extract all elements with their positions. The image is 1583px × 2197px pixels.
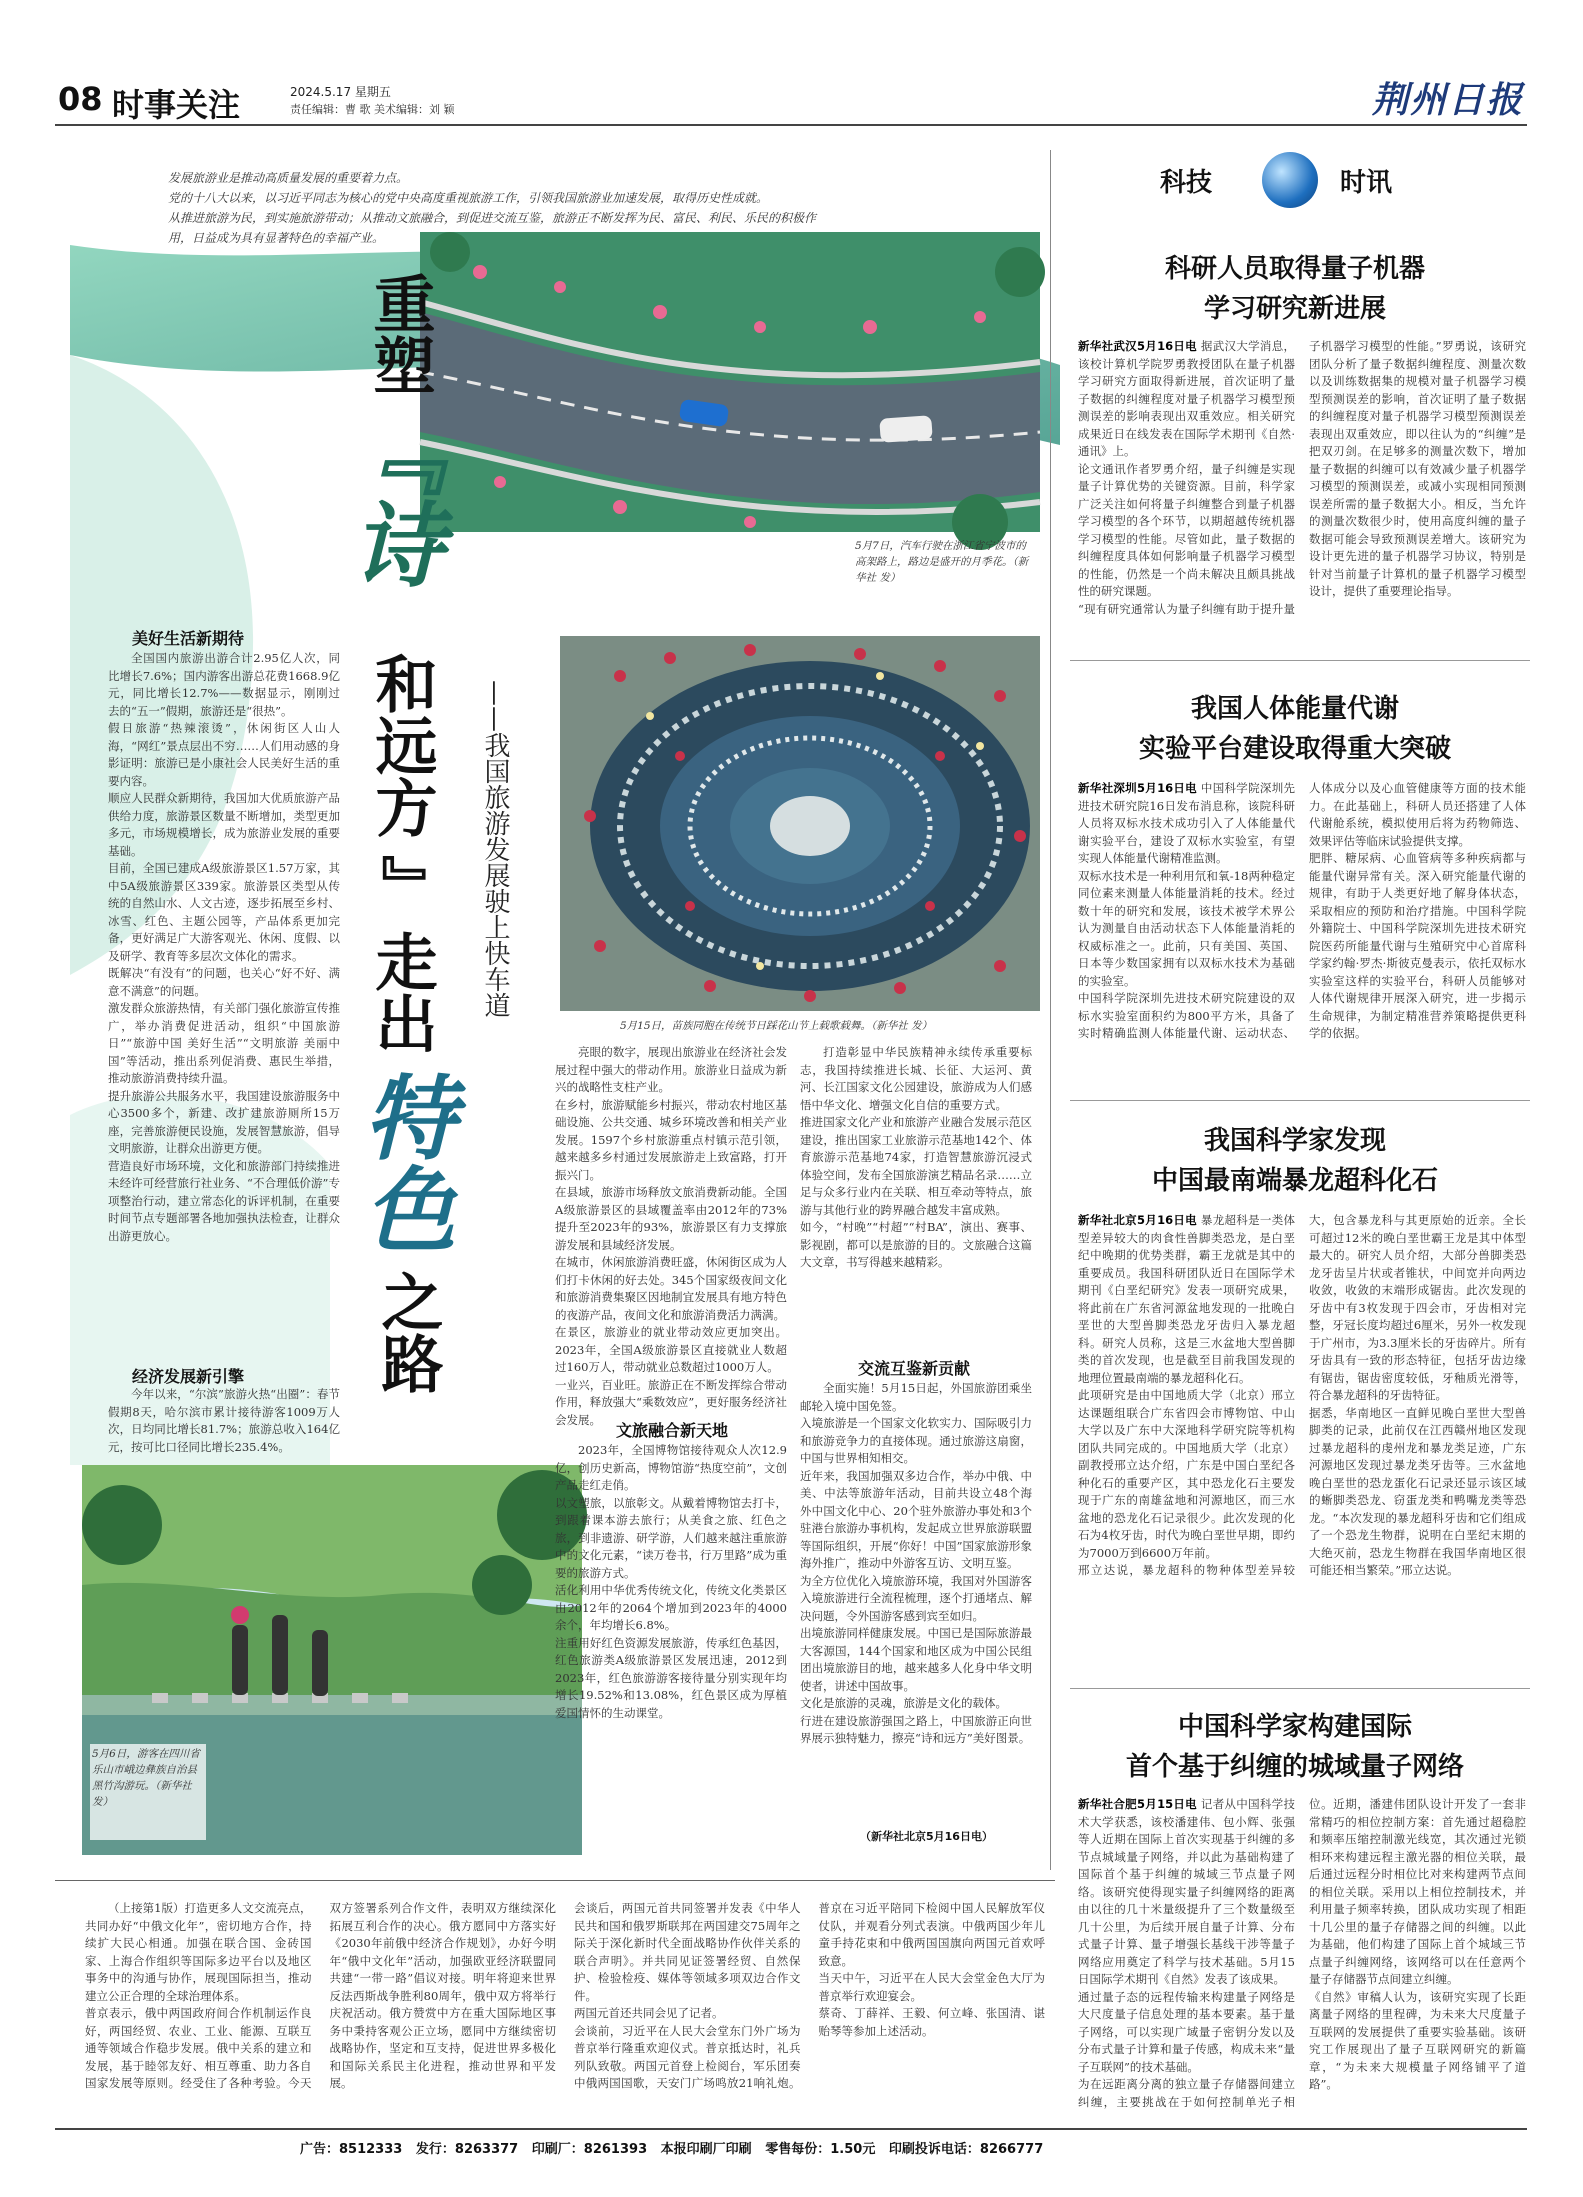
continued-story-text: （上接第1版）打造更多人文交流亮点，共同办好“中俄文化年”，密切地方合作，持续扩大民心相通。加强在联合国、金砖国家、上海合作组织等国际多边平台以及地区事务中的沟通与协作，展现国际担当，推动建立公正合理的全球治理体系。 普京表示，俄中两国政府间合作机制运作良好，两国经贸、农业、工业、能源、互联互通等领域合作稳步发展。俄中关系的建立和发展，基于睦邻友好、相互尊重、助力各自国家发展等原则。经受住了各种考验。今天双方签署系列合作文件，表明双方继续深化拓展互利合作的决心。俄方愿同中方落实好《2030年前俄中经济合作规划》，办好今明年“俄中文化年”活动，加强欧亚经济联盟同共建“一带一路”倡议对接。明年将迎来世界反法西斯战争胜利80周年，俄中双方将举行庆祝活动。俄方赞赏中方在重大国际地区事务中秉持客观公正立场，愿同中方继续密切战略协作，坚定和互支持，促进世界多极化和国际关系民主化进程，推动世界和平发展。 会谈后，两国元首共同签署并发表《中华人民共和国和俄罗斯联邦在两国建交75周年之际关于深化新时代全面战略协作伙伴关系的联合声明》。并共同见证签署经贸、自然保护、检验检疫、媒体等领域多项双边合作文件。 两国元首还共同会见了记者。 会谈前，习近平在人民大会堂东门外广场为普京举行隆重欢迎仪式。普京抵达时，礼兵列队致敬。两国元首登上检阅台，军乐团奏中俄两国国歌，天安门广场鸣放21响礼炮。普京在习近平陪同下检阅中国人民解放军仪仗队，并观看分列式表演。中俄两国少年儿童手持花束和中俄两国国旗向两国元首欢呼致意。 当天中午，习近平在人民大会堂金色大厅为普京举行欢迎宴会。 蔡奇、丁薛祥、王毅、何立峰、张国清、谌贻琴等参加上述活动。 <box>85 1901 1045 2090</box>
photo-park-caption: 5月6日，游客在四川省乐山市峨边彝族自治县黑竹沟游玩。（新华社 发） <box>90 1744 206 1840</box>
news-1-body <box>1078 338 1526 638</box>
feature-intro-quote: 发展旅游业是推动高质量发展的重要着力点。 党的十八大以来，以习近平同志为核心的党中央高度重视旅游工作，引领我国旅游业加速发展，取得历史性成就。 从推进旅游为民，到实施旅游带动；从推动文旅融合，到促进交流互鉴，旅游正不断发挥为民、富民、利民、乐民的积极作用，日益成为具有显著特色的幸福产业。 <box>168 171 817 245</box>
footer-info: 广告：8512333 发行：8263377 印刷厂：8261393 本报印刷厂印刷 零售每份：1.50元 印刷投诉电话：8266777 <box>300 2142 1044 2157</box>
section-heading-economy: 经济发展新引擎 <box>132 1367 245 1386</box>
newspaper-logo: 荆州日报 <box>1372 79 1525 121</box>
news-2-headline-line-2: 实验平台建设取得重大突破 <box>1138 734 1451 764</box>
section-heading-exchange: 交流互鉴新贡献 <box>858 1359 971 1378</box>
photo-festival-caption: 5月15日，苗族同胞在传统节日踩花山节上载歌载舞。（新华社 发） <box>620 1020 933 1032</box>
news-4-headline-line-1: 中国科学家构建国际 <box>1177 1712 1412 1742</box>
feature-column-3-text: 打造彰显中华民族精神永续传承重要标志，我国持续推进长城、长征、大运河、黄河、长江国家文化公园建设，旅游成为人们感悟中华文化、增强文化自信的重要方式。 推进国家文化产业和旅游产业融合发展示范区建设，推出国家工业旅游示范基地142个、体育旅游示范基地74家，打造智慧旅游沉浸式体验空间，发布全国旅游演艺精品名录……立足与众多行业内在关联、相互牵动等特点，旅游与其他行业的跨界融合越发丰富成熟。 如今，“村晚”“村超”“村BA”，演出、赛事、影视剧，都可以是旅游的目的。文旅融合这篇大文章，书写得越来越精彩。 <box>800 1045 1032 1269</box>
section-exchange-text: 全面实施！5月15日起，外国旅游团乘坐邮轮入境中国免签。 入境旅游是一个国家文化软实力、国际吸引力和旅游竞争力的直接体现。通过旅游这扇窗，中国与世界相知相交。 近年来，我国加强双多边合作，举办中俄、中美、中法等旅游年活动，目前共设立48个海外中国文化中心、20个驻外旅游办事处和3个驻港台旅游办事机构，发起成立世界旅游联盟等国际组织，开展“你好！中国”国家旅游形象海外推广，推动中外游客互访、文明互鉴。 为全方位优化入境旅游环境，我国对外国游客入境旅游进行全流程梳理，逐个打通堵点、解决问题，令外国游客感到宾至如归。 出境旅游同样健康发展。中国已是国际旅游最大客源国，144个国家和地区成为中国公民组团出境旅游目的地，越来越多人化身中华文明使者，讲述中国故事。 文化是旅游的灵魂，旅游是文化的载体。 行进在建设旅游强国之路上，中国旅游正向世界展示独特魅力，擦亮“诗和远方”美好图景。 <box>800 1381 1032 1745</box>
news-4-dateline: 新华社合肥5月15日电 <box>1078 1797 1197 1811</box>
bottom-section-rule <box>55 1880 1055 1881</box>
news-4-headline-line-2: 首个基于纠缠的城域量子网络 <box>1125 1752 1464 1782</box>
issue-date: 2024.5.17 星期五 <box>290 85 391 99</box>
news-3-text: 暴龙超科是一类体型差异较大的肉食性兽脚类恐龙，是白垩纪中晚期的优势类群，霸王龙就是其中的重要成员。我国科研团队近日在国际学术期刊《白垩纪研究》发表一项研究成果，将此前在广东省河源盆地发现的一批晚白垩世的大型兽脚类恐龙牙齿归入暴龙超科。研究人员称，这是三水盆地大型兽脚类的首次发现，也是截至目前我国发现的地理位置最南端的暴龙超科化石。 此项研究是由中国地质大学（北京）邢立达课题组联合广东省四会市博物馆、中山大学以及广东中大深地科学研究院等机构团队共同完成的。中国地质大学（北京）副教授邢立达介绍，广东是中国白垩纪各种化石的重要产区，其中恐龙化石主要发现于广东的南雄盆地和河源地区，而三水盆地的恐龙化石记录很少。此次发现的化石为4枚牙齿，时代为晚白垩世早期，即约为7000万到6600万年前。 邢立达说，暴龙超科的物种体型差异较大，包含暴龙科与其更原始的近亲。全长可超过12米的晚白垩世霸王龙是其中体型最大的。研究人员介绍，大部分兽脚类恐龙牙齿呈片状或者锥状，中间宽并向两边收敛，收敛的末端形成锯齿。此次发现的牙齿中有3枚发现于四会市，牙齿相对完整，牙冠长度均超过6厘米，另外一枚发现于广州市，为3.3厘米长的牙齿碎片。所有牙齿具有一致的形态特征，包括牙齿边缘有锯齿，锯齿密度较低，牙釉质光滑等，符合暴龙超科的牙齿特征。 据悉，华南地区一直鲜见晚白垩世大型兽脚类的记录，此前仅在江西赣州地区发现过暴龙超科的虔州龙和暴龙类足迹，广东河源地区发现过暴龙类牙齿等。三水盆地晚白垩世的恐龙蛋化石记录还显示该区域的蜥脚类恐龙、窃蛋龙类和鸭嘴龙类等恐龙。“本次发现的暴龙超科牙齿和它们组成了一个恐龙生物群，说明在白垩纪末期的大绝灭前，恐龙生物群在我国华南地区很可能还相当繁荣。”邢立达说。 <box>1078 1213 1526 1577</box>
news-4-text: 记者从中国科学技术大学获悉，该校潘建伟、包小辉、张强等人近期在国际上首次实现基于纠缠的多节点城域量子网络，并以此为基础构建了国际首个基于纠缠的城域三节点量子网络。该研究使得现实量子纠缠网络的距离由以往的几十米量级提升了三个数量级至几十公里，为后续开展自量子计算、分布式量子计算、量子增强长基线干涉等量子网络应用奠定了科学与技术基础。5月15日国际学术期刊《自然》发表了该成果。 通过量子态的远程传输来构建量子网络是大尺度量子信息处理的基本要素。基于量子网络，可以实现广域量子密钥分发以及分布式量子计算和量子传感，构成未来“量子互联网”的技术基础。 为在远距离分离的独立量子存储器间建立纠缠，主要挑战在于如何控制单光子相位。近期，潘建伟团队设计开发了一套非常精巧的相位控制方案：首先通过超稳腔和频率压缩控制激光线宽，其次通过光锁相环来构建远程主激光器的相位关联，最后通过远程分时相位比对来构建两节点间的相位关联。采用以上相位控制技术，并利用量子频率转换，团队成功实现了相距十几公里的量子存储器之间的纠缠。以此为基础，他们构建了国际上首个城域三节点量子纠缠网络，该网络可以在任意两个量子存储器节点间建立纠缠。 《自然》审稿人认为，该研究实现了长距离量子网络的里程碑，为未来大尺度量子互联网的发展提供了重要实验基础。该研究工作展现出了量子互联网研究的新篇章，“为未来大规模量子网络铺平了道路”。 <box>1078 1797 1526 2109</box>
news-1-text: 据武汉大学消息，该校计算机学院罗勇教授团队在量子机器学习研究方面取得新进展，首次证明了量子数据的纠缠程度对量子机器学习模型预测误差的影响表现出双重效应。相关研究成果近日在线发表在国际学术期刊《自然·通讯》上。 论文通讯作者罗勇介绍，量子纠缠是实现量子计算优势的关键资源。目前，科学家广泛关注如何将量子纠缠整合到量子机器学习模型的各个环节，以期超越传统机器学习模型的性能。尽管如此，量子数据的纠缠程度具体如何影响量子机器学习模型的性能，仍然是一个尚未解决且颇具挑战性的研究课题。 “现有研究通常认为量子纠缠有助于提升量子机器学习模型的性能。”罗勇说，该研究团队分析了量子数据纠缠程度、测量次数以及训练数据集的规模对量子机器学习模型预测误差的影响，首次证明了量子数据的纠缠程度对量子机器学习模型预测误差表现出双重效应，即以往认为的“纠缠”是把双刃剑。在足够多的测量次数下，增加量子数据的纠缠可以有效减少量子机器学习模型的预测误差，或减小实现相同预测误差所需的量子数据大小。相反，当允许的测量次数很少时，使用高度纠缠的量子数据可能会导致预测误差增大。该研究为设计更先进的量子机器学习协议，特别是针对当前量子计算机的量子机器学习模型设计，提供了重要理论指导。 <box>1078 339 1526 616</box>
column-divider <box>1050 150 1051 1870</box>
news-3-headline-line-2: 中国最南端暴龙超科化石 <box>1151 1166 1438 1196</box>
news-2-rule <box>1070 1100 1530 1101</box>
feature-column-2-text: 亮眼的数字，展现出旅游业在经济社会发展过程中强大的带动作用。旅游业日益成为新兴的战略性支柱产业。 在乡村，旅游赋能乡村振兴，带动农村地区基础设施、公共交通、城乡环境改善和相关产业发展。1597个乡村旅游重点村镇示范引领，越来越多乡村通过发展旅游走上致富路，打开振兴门。 在县域，旅游市场释放文旅消费新动能。全国A级旅游景区的县域覆盖率由2012年的73%提升至2023年的93%，旅游景区有力支撑旅游发展和县域经济发展。 在城市，休闲旅游消费旺盛，休闲街区成为人们打卡休闲的好去处。345个国家级夜间文化和旅游消费集聚区因地制宜发展具有地方特色的夜游产品，夜间文化和旅游消费活力满满。 在景区，旅游业的就业带动效应更加突出。2023年，全国A级旅游景区直接就业人数超过160万人，带动就业总数超过1000万人。 一业兴，百业旺。旅游正在不断发挥综合带动作用，释放强大“乘数效应”，更好服务经济社会发展。 <box>555 1045 787 1427</box>
section-name: 时事关注 <box>112 86 241 124</box>
tech-column-label-2: 时讯 <box>1340 168 1393 198</box>
section-economy-text: 今年以来，“尔滨”旅游火热“出圈”：春节假期8天，哈尔滨市累计接待游客1009万人次，日均同比增长81.7%；旅游总收入164亿元，按可比口径同比增长235.4%。 <box>108 1387 340 1454</box>
news-1-headline-line-1: 科研人员取得量子机器 <box>1164 254 1425 284</box>
news-4-body <box>1078 1796 1526 2118</box>
news-3-headline-line-1: 我国科学家发现 <box>1203 1126 1386 1156</box>
footer-rule <box>55 2128 1527 2130</box>
feature-headline-part-7: 之路 <box>371 1270 444 1394</box>
news-3-dateline: 新华社北京5月16日电 <box>1078 1213 1197 1227</box>
feature-headline-part-6: 特色 <box>349 1070 456 1254</box>
feature-headline-part-2: 『诗 <box>337 405 444 589</box>
page-number: 08 <box>58 80 103 118</box>
section-culture-text: 2023年，全国博物馆接待观众人次12.9亿，创历史新高，博物馆游“热度空前”，文创产品走红走俏。 以文塑旅，以旅彰文。从戴着博物馆去打卡，到跟着课本游去旅行；从美食之旅、红色之旅，到非遗游、研学游，人们越来越注重旅游中的文化元素，“读万卷书，行万里路”成为重要的旅游方式。 活化利用中华优秀传统文化，传统文化类景区由2012年的2064个增加到2023年的4000余个，年均增长6.8%。 注重用好红色资源发展旅游，传承红色基因，红色旅游类A级旅游景区发展迅速，2012到2023年，红色旅游游客接待量分别实现年均增长19.52%和13.08%，红色景区成为厚植爱国情怀的生动课堂。 <box>555 1443 787 1720</box>
feature-headline-part-1: 重塑 <box>363 272 436 396</box>
masthead-rule <box>55 124 1527 126</box>
news-2-dateline: 新华社深圳5月16日电 <box>1078 781 1197 795</box>
editor-credits: 责任编辑：曹 歌 美术编辑：刘 颖 <box>290 103 455 116</box>
tech-column-header <box>1150 150 1450 210</box>
section-heading-good-life: 美好生活新期待 <box>132 629 245 648</box>
tech-column-label-1: 科技 <box>1160 168 1213 198</box>
feature-byline: （新华社北京5月16日电） <box>860 1830 993 1843</box>
photo-highway <box>420 232 1040 532</box>
section-good-life-text: 全国国内旅游出游合计2.95亿人次，同比增长7.6%；国内游客出游总花费1668.9亿元，同比增长12.7%——数据显示，刚刚过去的“五一”假期，旅游还是“很热”。 假日旅游“热辣滚烫”，休闲街区人山人海，“网红”景点层出不穷……人们用动感的身影证明：旅游已是小康社会人民美好生活的重要内容。 顺应人民群众新期待，我国加大优质旅游产品供给力度，旅游景区数量不断增加，类型更加多元，市场规模增长，成为旅游业发展的重要基础。 目前，全国已建成A级旅游景区1.57万家，其中5A级旅游景区339家。旅游景区类型从传统的自然山水、人文古迹，逐步拓展至乡村、冰雪、红色、主题公园等，产品体系更加完备，更好满足广大游客观光、休闲、度假、以及研学、教育等多层次文体化的需求。 既解决“有没有”的问题，也关心“好不好、满意不满意”的问题。 激发群众旅游热情，有关部门强化旅游宣传推广，举办消费促进活动，组织“中国旅游日”“旅游中国 美好生活”“文明旅游 美丽中国”等活动，推出系列促消费、惠民生举措，推动旅游消费持续升温。 提升旅游公共服务水平，我国建设旅游服务中心3500多个，新建、改扩建旅游厕所15万座，完善旅游便民设施，发展智慧旅游，倡导文明旅游，让群众出游更方便。 营造良好市场环境，文化和旅游部门持续推进未经许可经营旅行社业务、“不合理低价游”专项整治行动，建立常态化的诉评机制，在重要时间节点专题部署各地加强执法检查，让群众出游更放心。 <box>108 651 340 1243</box>
news-2-headline-line-1: 我国人体能量代谢 <box>1190 694 1399 724</box>
section-heading-culture: 文旅融合新天地 <box>616 1421 729 1440</box>
news-2-text: 中国科学院深圳先进技术研究院16日发布消息称，该院科研人员将双标水技术成功引入了人体能量代谢实验平台，建设了双标水实验室，有望实现人体能量代谢精准监测。 双标水技术是一种利用氘和氧-18两种稳定同位素来测量人体能量消耗的技术。经过数十年的研究和发展，该技术被学术界公认为测量自由活动状态下人体能量消耗的权威标准之一。此前，只有美国、英国、日本等少数国家拥有以双标水技术为基础的实验室。 中国科学院深圳先进技术研究院建设的双标水实验室面积约为800平方米，具备了实时精确监测人体能量代谢、运动状态、人体成分以及心血管健康等方面的技术能力。在此基础上，科研人员还搭建了人体代谢舱系统，模拟使用后将为药物筛选、效果评估等临床试验提供支撑。 肥胖、糖尿病、心血管病等多种疾病都与能量代谢异常有关。深入研究能量代谢的规律，有助于人类更好地了解身体状态，采取相应的预防和治疗措施。中国科学院外籍院士、中国科学院深圳先进技术研究院医药所能量代谢与生殖研究中心首席科学家约翰·罗杰·斯彼克曼表示，依托双标水实验室这样的实验平台，科研人员能够对人体代谢规律开展深入研究，进一步揭示生命规律，为制定精准营养策略提供更科学的依据。 <box>1078 781 1526 1040</box>
feature-headline-part-5: 走出 <box>365 930 438 1054</box>
news-1-dateline: 新华社武汉5月16日电 <box>1078 339 1197 353</box>
news-1-headline-line-2: 学习研究新进展 <box>1203 294 1386 324</box>
feature-headline-part-4: 』 <box>371 855 444 917</box>
photo-highway-caption: 5月7日，汽车行驶在浙江省宁波市的高架路上，路边是盛开的月季花。（新华社 发） <box>855 540 1029 584</box>
feature-headline-part-3: 和远方 <box>365 652 438 838</box>
news-1-rule <box>1070 660 1530 661</box>
news-2-body <box>1078 780 1526 1080</box>
feature-subtitle: ——我国旅游发展驶上快车道 <box>480 680 510 1018</box>
news-3-body <box>1078 1212 1526 1672</box>
news-3-rule <box>1070 1688 1530 1689</box>
photo-festival <box>560 636 1040 1011</box>
globe-icon <box>1262 152 1318 208</box>
